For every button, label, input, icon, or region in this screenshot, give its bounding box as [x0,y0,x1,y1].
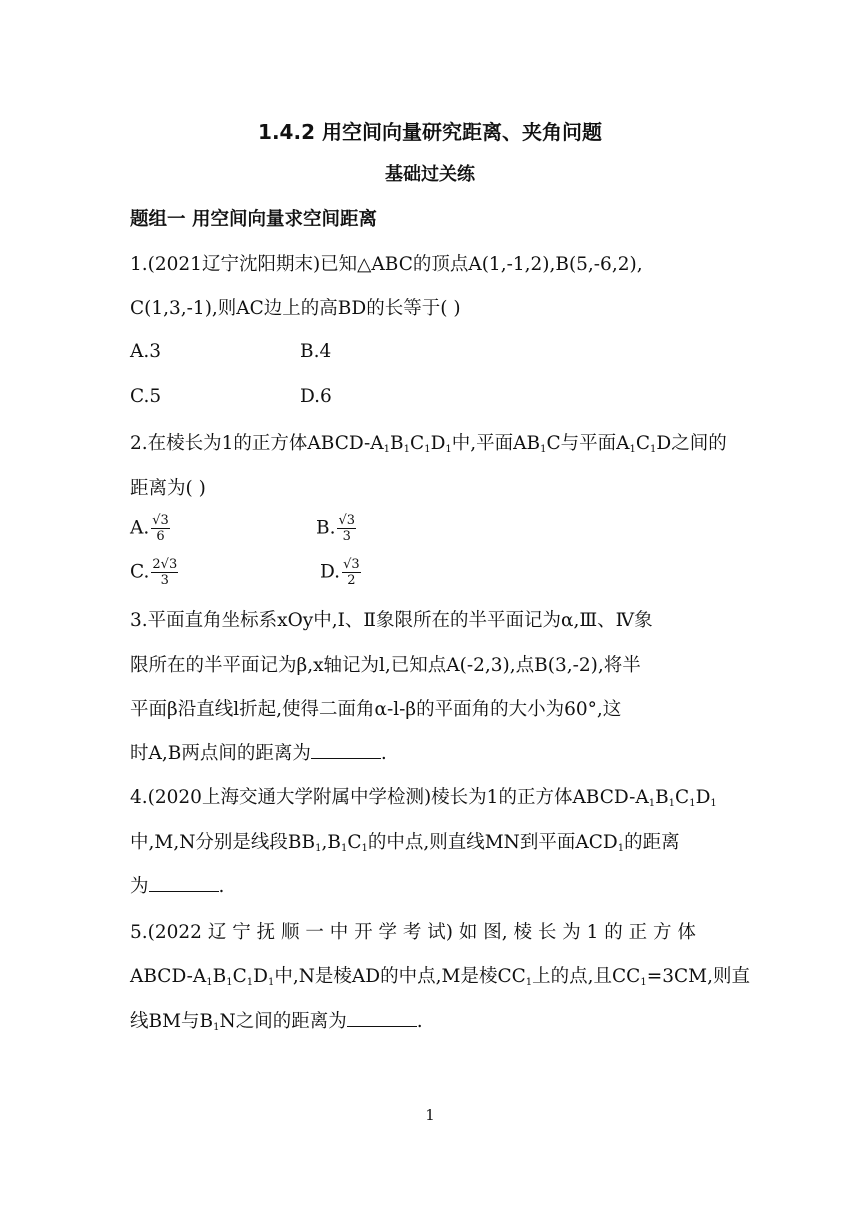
q1-line2: C(1,3,-1),则AC边上的高BD的长等于( ) [130,298,461,319]
page-subtitle: 基础过关练 [385,164,475,185]
q5-line1: 5.(2022 辽 宁 抚 顺 一 中 开 学 考 试) 如 图, 棱 长 为 1 的 正 方 体 [130,922,696,943]
q3-line1: 3.平面直角坐标系xOy中,Ⅰ、Ⅱ象限所在的半平面记为α,Ⅲ、Ⅳ象 [130,610,653,631]
q2-option-b: B. $\frac{√3}{3}$ [316,513,356,544]
q2-line1: 2.在棱长为1的正方体ABCD-$A_1B_1C_1D_1$中,平面$AB_1C$与平面$A_1C_1D$之间的 [130,433,727,455]
q4-line3: 为 . [130,876,225,897]
q3-line2: 限所在的半平面记为β,x轴记为l,已知点A(-2,3),点B(3,-2),将半 [130,655,641,676]
q3-line3: 平面β沿直线l折起,使得二面角α-l-β的平面角的大小为60°,这 [130,699,622,720]
q1-option-b: B.4 [300,341,332,362]
q1-option-d: D.6 [300,386,332,407]
q5-answer-blank [347,1010,417,1027]
q3-answer-blank [311,742,381,759]
q2-option-a: A. $\frac{√3}{6}$ [130,513,169,544]
q1-option-c: C.5 [130,386,162,407]
q2-option-c: C. $\frac{2√3}{3}$ [130,557,178,588]
page-number: 1 [425,1106,435,1124]
q4-line1: 4.(2020上海交通大学附属中学检测)棱长为1的正方体ABCD-$A_1B_1C_1D_1$ [130,787,717,809]
q5-line2: ABCD-$A_1B_1C_1D_1$中,N是棱AD的中点,M是棱$CC_1$上的点,且$CC_1=3CM$,则直 [130,966,750,988]
q2-option-d: D. $\frac{√3}{2}$ [320,557,360,588]
q5-line3: 线BM与$B_1N$之间的距离为 . [130,1011,423,1033]
q4-answer-blank [149,875,219,892]
q2-line2: 距离为( ) [130,478,206,499]
page-title: 1.4.2 用空间向量研究距离、夹角问题 [258,120,602,144]
q1-line1: 1.(2021辽宁沈阳期末)已知△ABC的顶点A(1,-1,2),B(5,-6,2), [130,254,643,275]
q1-option-a: A.3 [130,341,162,362]
section-heading: 题组一 用空间向量求空间距离 [130,209,377,230]
q4-line2: 中,M,N分别是线段$BB_1,B_1C_1$的中点,则直线MN到平面$ACD_1$的距离 [130,832,680,854]
q3-line4: 时A,B两点间的距离为 . [130,743,387,764]
